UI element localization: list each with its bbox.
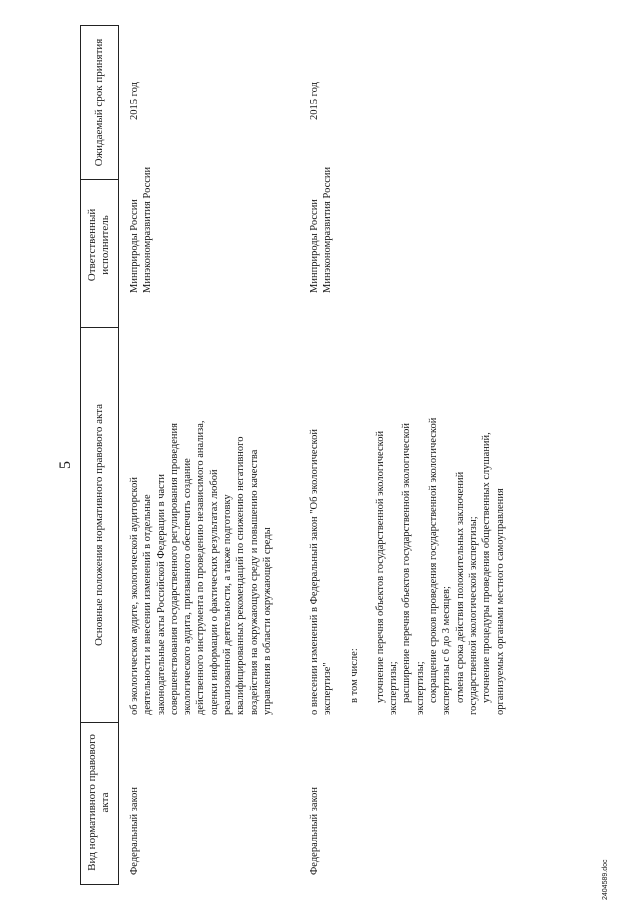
- row1-line: оценки информации о фактических результатах любой: [208, 469, 220, 715]
- row2-intro-line: экспертизе": [322, 662, 334, 715]
- row1-line: реализованной деятельности, а также подготовку: [222, 494, 234, 715]
- table-top-border: [80, 25, 81, 885]
- table-header-border: [118, 25, 119, 885]
- row1-line: воздействия на окружающую среду и повышению качества: [248, 449, 260, 715]
- row2-line: экспертизы;: [388, 661, 400, 715]
- row2-executor: [308, 167, 335, 293]
- row1-line: деятельности и внесении изменений в отдельные: [142, 494, 154, 715]
- row2-provisions: [308, 330, 507, 715]
- row1-line: действенного инструмента по проведению независимого анализа,: [195, 420, 207, 715]
- row1-line: об экологическом аудите, экологической аудиторской: [129, 477, 140, 715]
- row1-provisions: [128, 330, 274, 715]
- row1-term: 2015 год: [129, 82, 140, 120]
- row1-executor-line: Минэкономразвития России: [142, 166, 154, 293]
- row2-kind: Федеральный закон: [309, 786, 320, 875]
- row1-line: квалифицированных рекомендаций по снижению негативного: [235, 436, 247, 715]
- table-right-border: [80, 25, 118, 26]
- row2-line: отмена срока действия положительных заключений: [454, 471, 466, 703]
- row2-line: государственной экологической экспертизы;: [467, 516, 479, 715]
- row1-executor: [128, 167, 155, 293]
- col-divider-2: [80, 327, 118, 328]
- page-number: 5: [57, 461, 74, 469]
- row1-line: управления в области окружающей среды: [261, 527, 273, 715]
- footer-filename: [602, 859, 618, 902]
- row2-intro-line: о внесении изменений в Федеральный закон "Об экологической: [309, 429, 320, 715]
- row1-line: экологического аудита, призванного обеспечить создание: [182, 458, 194, 715]
- rotated-table: [80, 25, 610, 885]
- row2-term: 2015 год: [309, 82, 320, 120]
- row2-line: экспертизы;: [414, 661, 426, 715]
- row2-line: сокращение сроков проведения государственной экологической: [428, 417, 440, 703]
- row1-kind: Федеральный закон: [129, 786, 140, 875]
- row2-subheading: в том числе:: [348, 648, 360, 703]
- row2-executor-line: Минэкономразвития России: [322, 166, 334, 293]
- row2-executor-line: Минприроды России: [309, 199, 320, 293]
- row2-line: организуемых органами местного самоуправления: [494, 488, 506, 715]
- row2-line: уточнение процедуры проведения общественных слушаний,: [481, 432, 493, 703]
- row2-line: расширение перечня объектов государственной экологической: [401, 422, 413, 703]
- row1-line: законодательные акты Российской Федерации в части: [155, 473, 167, 715]
- row1-line: совершенствования государственного регулирования проведения: [168, 423, 180, 715]
- col-divider-1: [80, 722, 118, 723]
- header-executor: Ответственный исполнитель: [86, 208, 111, 282]
- footer-text: 2404589.doc: [602, 859, 609, 900]
- row2-line: экспертизы с 6 до 3 месяцев;: [441, 586, 453, 715]
- table-left-border: [80, 884, 118, 885]
- header-term: Ожидаемый срок принятия: [92, 38, 105, 167]
- row1-executor-line: Минприроды России: [129, 199, 140, 293]
- header-provisions: Основные положения нормативного правового акта: [92, 403, 105, 647]
- header-kind: Вид нормативного правового акта: [86, 734, 111, 871]
- col-divider-3: [80, 179, 118, 180]
- row2-line: уточнение перечня объектов государственной экологической: [374, 430, 386, 703]
